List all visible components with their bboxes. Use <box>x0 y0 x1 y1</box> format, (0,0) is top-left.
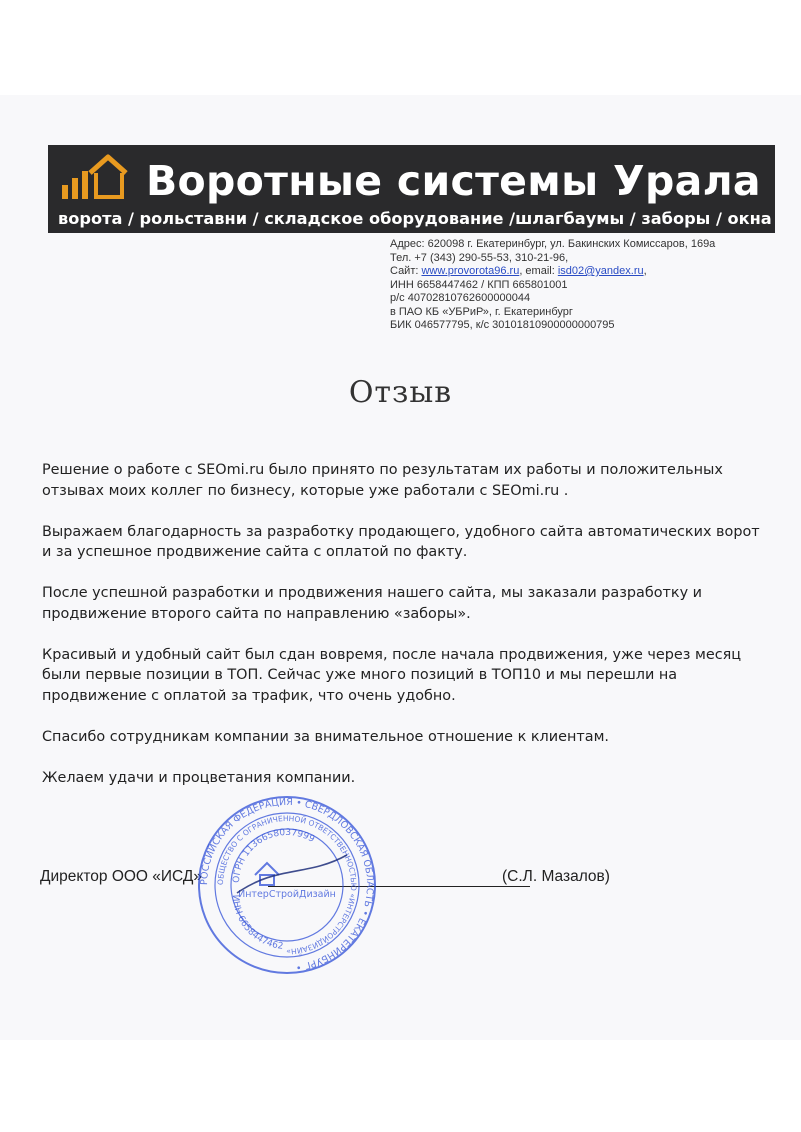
company-tagline: ворота / рольставни / складское оборудование /шлагбаумы / заборы / окна <box>58 209 772 228</box>
stamp-outer-text: РОССИЙСКАЯ ФЕДЕРАЦИЯ • СВЕРДЛОВСКАЯ ОБЛАСТЬ • ЕКАТЕРИНБУРГ • <box>198 796 376 973</box>
review-paragraph: Решение о работе с SEOmi.ru было принято по результатам их работы и положительных отзывах моих коллег по бизнесу, которые уже работали с SEOmi.ru . <box>42 462 723 499</box>
contact-details <box>390 238 790 333</box>
contact-web <box>390 265 790 279</box>
company-seal-stamp <box>197 795 377 975</box>
review-body <box>42 460 772 809</box>
review-paragraph: Красивый и удобный сайт был сдан вовремя, после начала продвижения, уже через месяц были первые позиции в ТОП. Сейчас уже много позиций в ТОП10 и мы перешли на продвижение с оплатой за трафик, что очень удобно. <box>42 646 742 704</box>
svg-text:ИНН 6658447462 <box>230 895 284 952</box>
contact-inn: ИНН 6658447462 / КПП 665801001 <box>390 278 568 291</box>
header-banner <box>48 145 775 233</box>
review-paragraph: Желаем удачи и процветания компании. <box>42 769 356 786</box>
email-link[interactable]: isd02@yandex.ru <box>557 265 644 277</box>
handwritten-signature <box>237 855 347 893</box>
email-label: , email: <box>519 265 558 277</box>
company-name: Воротные системы Урала <box>146 157 761 205</box>
email-suffix: , <box>643 265 647 277</box>
contact-bik: БИК 046577795, к/с 30101810900000000795 <box>390 319 615 331</box>
contact-address: Адрес: 620098 г. Екатеринбург, ул. Бакинских Комиссаров, 169а <box>390 238 716 250</box>
contact-phone: Тел. +7 (343) 290-55-53, 310-21-96, <box>390 251 569 264</box>
signatory-position: Директор ООО «ИСД» <box>40 868 203 885</box>
stamp-ogrn: ОГРН 1136658037999 <box>231 827 316 884</box>
svg-text:РОССИЙСКАЯ ФЕДЕРАЦИЯ • СВЕРДЛО <box>199 797 375 973</box>
contact-account: р/с 40702810762600000044 <box>390 292 531 304</box>
stamp-inn: ИНН 6658447462 <box>229 894 284 952</box>
contact-bank: в ПАО КБ «УБРиР», г. Екатеринбург <box>390 305 573 318</box>
review-paragraph: Выражаем благодарность за разработку продающего, удобного сайта автоматических ворот и за успешное продвижение сайта с оплатой по факту. <box>42 523 760 560</box>
stamp-center-text: ИнтерСтройДизайн <box>238 889 336 900</box>
review-paragraph: После успешной разработки и продвижения нашего сайта, мы заказали разработку и продвижение второго сайта по направлению «заборы». <box>42 585 703 622</box>
site-link[interactable]: www.provorota96.ru <box>421 265 520 277</box>
bar-chart-house-logo-icon <box>60 151 132 203</box>
site-label: Сайт: <box>390 265 422 277</box>
stamp-ring-text: ОБЩЕСТВО С ОГРАНИЧЕННОЙ ОТВЕТСТВЕННОСТЬЮ «ИНТЕРСТРОЙДИЗАЙН» <box>215 813 359 957</box>
document-title: Отзыв <box>348 375 453 410</box>
signatory-name: (С.Л. Мазалов) <box>502 868 610 885</box>
review-paragraph: Спасибо сотрудникам компании за внимательное отношение к клиентам. <box>42 728 609 745</box>
